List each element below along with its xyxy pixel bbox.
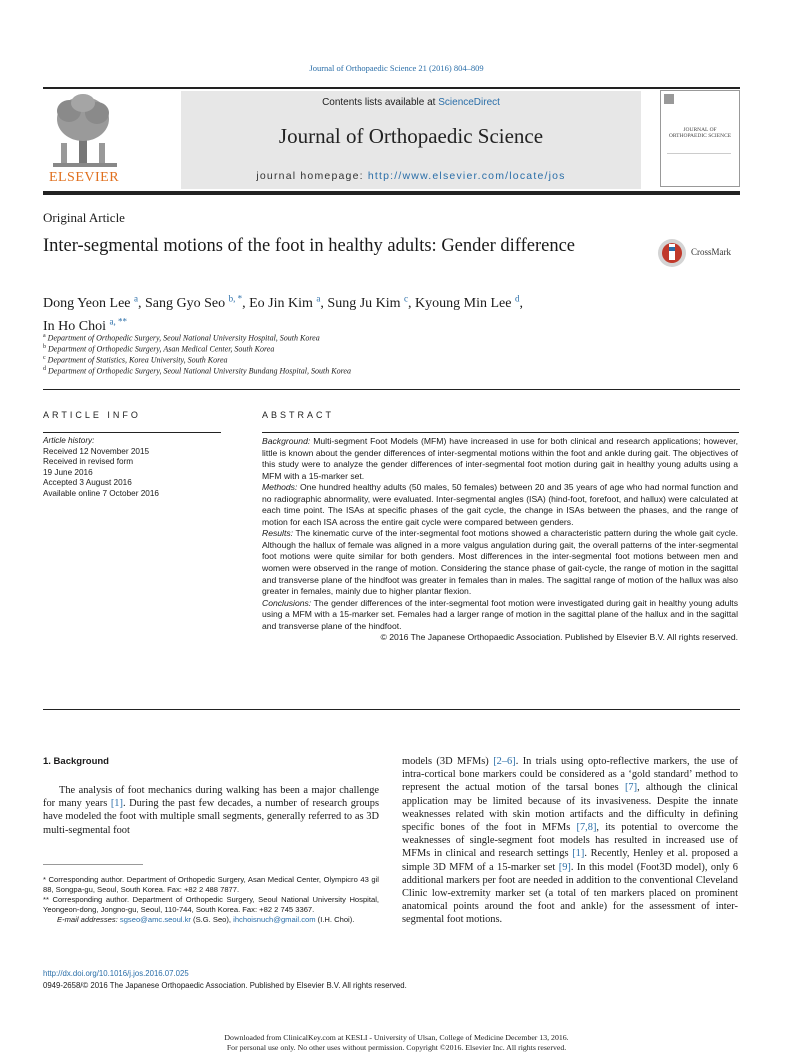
section-heading: 1. Background bbox=[43, 756, 109, 767]
abstract-body bbox=[262, 436, 738, 644]
citation-link[interactable]: [1] bbox=[572, 848, 585, 860]
corresponding-author-1: * Corresponding author. Department of Orthopedic Surgery, Asan Medical Center, Olympicro 43 gil 88, Songpa-gu, Seoul, South Korea. Fax: +82 2 488 7877. bbox=[43, 875, 379, 894]
footnotes bbox=[43, 875, 379, 925]
cover-title: JOURNAL OF ORTHOPAEDIC SCIENCE bbox=[668, 127, 732, 139]
citation-link[interactable]: [7] bbox=[624, 782, 638, 794]
journal-title: Journal of Orthopaedic Science bbox=[278, 124, 544, 148]
history-line: Received 12 November 2015 bbox=[43, 446, 150, 456]
affiliation: $^b$ Department of Orthopedic Surgery, Asan Medical Center, South Korea bbox=[43, 344, 275, 354]
contents-prefix: Contents lists available at bbox=[322, 97, 439, 108]
article-info-heading: ARTICLE INFO bbox=[43, 410, 141, 420]
history-label: Article history: bbox=[43, 436, 95, 445]
author[interactable]: Eo Jin Kim $^a$, bbox=[249, 293, 328, 311]
article-history bbox=[43, 436, 223, 500]
homepage-link[interactable]: http://www.elsevier.com/locate/jos bbox=[367, 170, 566, 182]
banner-bottom-rule bbox=[43, 191, 740, 195]
elsevier-wordmark: ELSEVIER bbox=[48, 170, 120, 185]
crossmark-label: CrossMark bbox=[691, 247, 731, 257]
doi-link[interactable]: http://dx.doi.org/10.1016/j.jos.2016.07.025 bbox=[43, 969, 189, 978]
homepage-prefix: journal homepage: bbox=[256, 170, 368, 182]
sciencedirect-link[interactable]: ScienceDirect bbox=[438, 97, 500, 108]
abstract-copyright: © 2016 The Japanese Orthopaedic Association. Published by Elsevier B.V. All rights reserved. bbox=[380, 632, 738, 643]
abstract-conclusions: Conclusions: The gender differences of the inter-segmental foot motion were investigated during gait in healthy young adults using a MFM with a 15-marker set. Females had a larger range of motion in the sagittal plane of the hallux and in the sagittal and transverse plane of the hindfoot. bbox=[262, 597, 738, 631]
journal-reference[interactable]: Journal of Orthopaedic Science 21 (2016) 804–809 bbox=[309, 63, 484, 73]
author[interactable]: In Ho Choi $^{a, **}$ bbox=[43, 316, 127, 335]
author[interactable]: Kyoung Min Lee $^d$, bbox=[415, 293, 523, 311]
abstract-methods: Methods: One hundred healthy adults (50 males, 50 females) between 20 and 35 years of age who had normal function and no radiographic abnormality, were evaluated. Inter-segmental angles (ISA) (hind-foot, forefoot, and hallux) were calculated at each time point. The ISAs at specific phases of the gait cycle, the change in ISAs between the phases, and the range of motion for each ISA across the entire gait cycle were compared between genders. bbox=[262, 482, 738, 527]
banner-top-rule bbox=[43, 87, 740, 89]
download-notice: Downloaded from ClinicalKey.com at KESLI - University of Ulsan, College of Medicine December 13, 2016. For personal use only. No other uses without permission. Copyright ©2016. Elsevier Inc. All rights reserved. bbox=[224, 1033, 569, 1052]
citation-link[interactable]: [2–6] bbox=[493, 756, 516, 767]
author[interactable]: Sung Ju Kim $^c$, bbox=[327, 293, 416, 311]
section-divider bbox=[43, 709, 740, 710]
history-line: Accepted 3 August 2016 bbox=[43, 478, 132, 488]
affiliation: $^d$ Department of Orthopedic Surgery, Seoul National University Bundang Hospital, South Korea bbox=[43, 366, 351, 376]
abstract-background: Background: Multi-segment Foot Models (MFM) have increased in use for both clinical and research applications; however, little is known about the gender differences of inter-segmental motions within the foot and ankle during gait. The objectives of this study were to analyze the gender differences of inter-segmental foot motion during gait in healthy young adults using a MFM with a 15-marker set. bbox=[262, 436, 738, 481]
section-divider bbox=[43, 389, 740, 390]
affiliation: $^a$ Department of Orthopedic Surgery, Seoul National University Hospital, South Korea bbox=[43, 333, 320, 343]
abstract-heading: ABSTRACT bbox=[262, 410, 335, 420]
abstract-rule bbox=[262, 432, 739, 433]
affiliation: $^c$ Department of Statistics, Korea University, South Korea bbox=[43, 355, 228, 365]
corresponding-author-2: ** Corresponding author. Department of Orthopedic Surgery, Seoul National University Hospital, Yeongeon-dong, Jongno-gu, Seoul, 110-744, South Korea. Fax: +82 2 745 3367. bbox=[43, 895, 379, 914]
homepage-line bbox=[181, 170, 641, 182]
footnote-rule bbox=[43, 864, 143, 865]
author-list bbox=[43, 289, 663, 336]
email-addresses: E-mail addresses: sgseo@amc.seoul.kr (S.G. Seo), ihchoisnuch@gmail.com (I.H. Choi). bbox=[57, 915, 355, 924]
article-type: Original Article bbox=[43, 210, 125, 225]
email-link[interactable]: sgseo@amc.seoul.kr bbox=[119, 915, 191, 924]
author[interactable]: Sang Gyo Seo $^{b, *}$, bbox=[145, 293, 250, 311]
crossmark-icon bbox=[657, 238, 687, 268]
author[interactable]: Dong Yeon Lee $^a$, bbox=[43, 293, 145, 311]
body-paragraph-right: models (3D MFMs) [2–6]. In trials using opto-reflective markers, the use of intra-cortical bone markers could be considered as a ‘gold standard’ method to represent the actual motion of the tarsal bones [7], although the clinical application may be limited because of its invasiveness. Despite the innate weaknesses related with skin motion artifacts and the difficulty in defining specific bones of the foot in MFMs [7,8], its potential to overcome the weaknesses of single-segment foot models has resulted in increased use of MFMs in clinical and research settings [1]. Recently, Henley et al. proposed a simple 3D MFM of a 15-marker set [9]. In this model (Foot3D model), only 6 additional markers per foot are needed in addition to the conventional Cleveland Clinic low-extremity marker set (a total of ten markers placed on prominent anatomical points around the foot and ankle) for the assessment of inter-segmental foot motions. bbox=[402, 756, 738, 926]
citation-link[interactable]: [7,8] bbox=[576, 822, 597, 834]
email-link[interactable]: ihchoisnuch@gmail.com bbox=[233, 915, 316, 924]
citation-link[interactable]: [9] bbox=[558, 861, 571, 873]
contents-line bbox=[181, 97, 641, 108]
history-line: Received in revised form bbox=[43, 457, 134, 467]
crossmark-badge[interactable] bbox=[657, 238, 747, 268]
history-line: 19 June 2016 bbox=[43, 467, 93, 477]
article-info-rule bbox=[43, 432, 221, 433]
abstract-results: Results: The kinematic curve of the inter-segmental foot motions showed a characteristic pattern during the whole gait cycle. Although the hallux of female was aligned in a more valgus angulation during gait, the overall patterns of the inter-segmental foot motions were quite similar for both genders. Most differences in the inter-segmental foot motions between men and women were observed in the range of motion. Considering the stance phase of gait-cycle, the range of motion in the sagittal and transverse plane of the hindfoot was greater in females than in males. The sagittal range of motion of the hallux was also greater in females, mainly due to higher plantar flexion. bbox=[262, 528, 738, 597]
article-title: Inter-segmental motions of the foot in healthy adults: Gender difference bbox=[43, 236, 576, 256]
history-line: Available online 7 October 2016 bbox=[43, 488, 159, 498]
body-paragraph-left: The analysis of foot mechanics during walking has been a major challenge for many years [1]. During the past few decades, a number of research groups have modeled the foot with multiple small segments, generally referred to as 3D multi-segmental foot bbox=[43, 785, 379, 836]
issn-line: 0949-2658/© 2016 The Japanese Orthopaedic Association. Published by Elsevier B.V. All rights reserved. bbox=[43, 981, 407, 990]
citation-link[interactable]: [1] bbox=[110, 798, 123, 810]
